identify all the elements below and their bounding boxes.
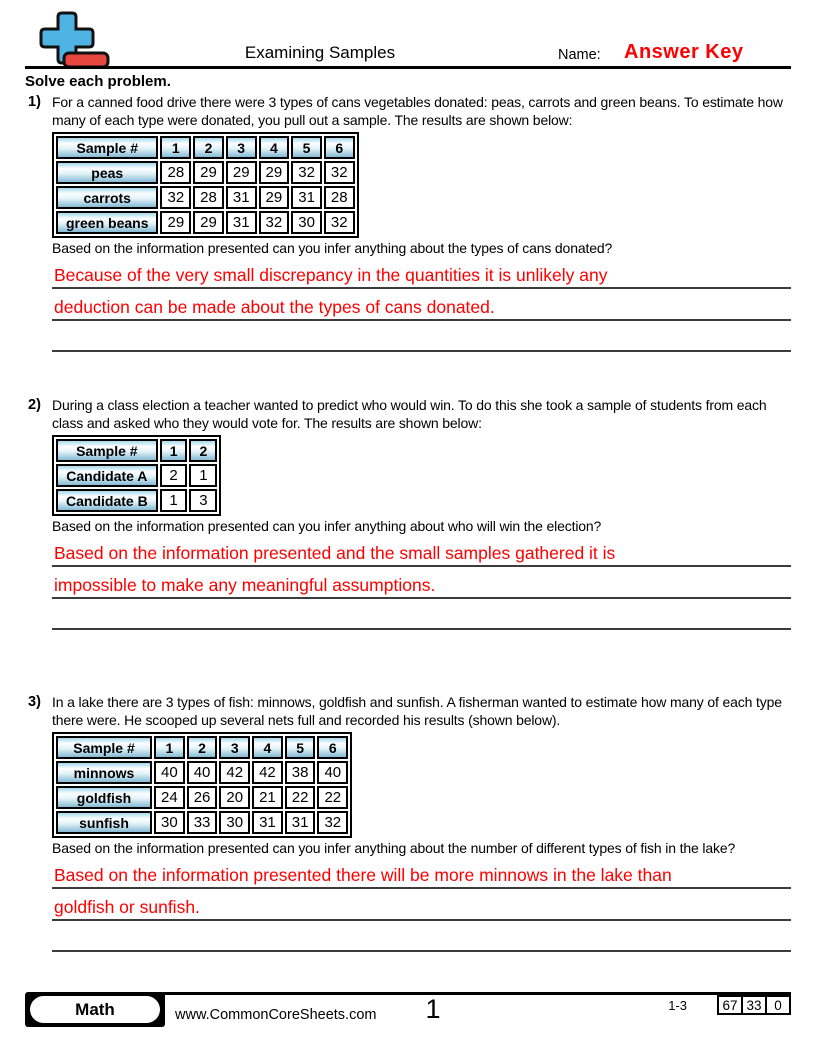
data-cell: 2	[160, 464, 188, 487]
problem-text: During a class election a teacher wanted to predict who would win. To do this she took a sample of students from each class and asked who they would vote for. The results are shown below:	[52, 397, 767, 431]
problem-question: Based on the information presented can you infer anything about the number of different types of fish in the lake?	[52, 840, 736, 856]
data-cell: 31	[252, 811, 283, 834]
table-row	[56, 811, 348, 834]
row-label-cell: Candidate A	[56, 464, 158, 487]
table-header-row	[56, 439, 217, 462]
table-header-cell: 1	[160, 136, 191, 159]
sample-table-2	[52, 435, 221, 516]
answer-text: deduction can be made about the types of cans donated.	[54, 296, 495, 317]
data-cell: 20	[219, 786, 250, 809]
problem-text: For a canned food drive there were 3 types of cans vegetables donated: peas, carrots and green beans. To estimate how many of each type were donated, you pull out a sample. The results are shown below:	[52, 94, 783, 128]
row-label-cell: carrots	[56, 186, 158, 209]
data-cell: 22	[285, 786, 316, 809]
row-label-cell: peas	[56, 161, 158, 184]
data-cell: 32	[317, 811, 348, 834]
table-header-cell: 4	[252, 736, 283, 759]
problem-2	[28, 397, 791, 630]
answer-line-blank	[52, 921, 791, 953]
table-row	[56, 211, 355, 234]
answer-text: goldfish or sunfish.	[54, 896, 200, 917]
table-row	[56, 186, 355, 209]
header-divider	[25, 66, 791, 69]
sample-table-1	[52, 132, 359, 238]
answer-line-blank	[52, 599, 791, 631]
answer-line	[52, 567, 791, 599]
data-cell: 32	[324, 211, 355, 234]
data-cell: 40	[154, 761, 185, 784]
answer-area	[52, 858, 791, 953]
data-cell: 21	[252, 786, 283, 809]
answer-line	[52, 858, 791, 890]
website-url: www.CommonCoreSheets.com	[175, 1007, 377, 1023]
row-label-cell: sunfish	[56, 811, 152, 834]
data-cell: 32	[324, 161, 355, 184]
answer-line	[52, 258, 791, 290]
data-cell: 29	[193, 211, 224, 234]
data-cell: 1	[189, 464, 217, 487]
table-header-cell: 1	[160, 439, 188, 462]
table-header-cell: Sample #	[56, 736, 152, 759]
answer-area	[52, 258, 791, 353]
table-header-cell: 4	[259, 136, 290, 159]
data-cell: 33	[187, 811, 218, 834]
score-box: 33	[741, 995, 767, 1015]
data-cell: 32	[291, 161, 322, 184]
problem-range: 1-3	[668, 998, 687, 1013]
data-cell: 28	[160, 161, 191, 184]
score-box: 0	[765, 995, 791, 1015]
data-cell: 22	[317, 786, 348, 809]
data-cell: 31	[291, 186, 322, 209]
score-boxes	[719, 995, 791, 1015]
data-cell: 26	[187, 786, 218, 809]
subject-label: Math	[30, 996, 160, 1023]
data-cell: 31	[226, 186, 257, 209]
table-header-cell: 2	[187, 736, 218, 759]
data-cell: 42	[252, 761, 283, 784]
table-header-row	[56, 136, 355, 159]
instructions: Solve each problem.	[25, 73, 171, 90]
answer-key-text: Answer Key	[624, 41, 744, 63]
table-header-cell: Sample #	[56, 439, 158, 462]
table-row	[56, 464, 217, 487]
table-row	[56, 761, 348, 784]
answer-line	[52, 889, 791, 921]
table-header-row	[56, 736, 348, 759]
row-label-cell: green beans	[56, 211, 158, 234]
table-row	[56, 786, 348, 809]
data-cell: 29	[259, 186, 290, 209]
answer-line	[52, 536, 791, 568]
data-cell: 29	[193, 161, 224, 184]
page-number: 1	[425, 994, 441, 1024]
row-label-cell: minnows	[56, 761, 152, 784]
table-header-cell: 5	[291, 136, 322, 159]
sample-table-3	[52, 732, 352, 838]
table-header-cell: 3	[226, 136, 257, 159]
data-cell: 40	[317, 761, 348, 784]
table-header-cell: 3	[219, 736, 250, 759]
problem-question: Based on the information presented can you infer anything about the types of cans donated?	[52, 240, 613, 256]
problem-1	[28, 94, 791, 352]
answer-text: Based on the information presented there will be more minnows in the lake than	[54, 865, 672, 885]
data-cell: 30	[219, 811, 250, 834]
table-header-cell: 5	[285, 736, 316, 759]
page-title: Examining Samples	[244, 43, 396, 62]
answer-text: impossible to make any meaningful assumptions.	[54, 574, 436, 595]
problem-number: 2)	[28, 397, 41, 413]
problem-3	[28, 694, 791, 952]
row-label-cell: goldfish	[56, 786, 152, 809]
answer-line	[52, 289, 791, 321]
data-cell: 32	[160, 186, 191, 209]
page-header	[0, 0, 816, 70]
page-footer	[25, 992, 791, 1034]
data-cell: 32	[259, 211, 290, 234]
problem-text: In a lake there are 3 types of fish: minnows, goldfish and sunfish. A fisherman wanted to estimate how many of each type there were. He scooped up several nets full and recorded his results (shown below).	[52, 694, 782, 728]
table-header-cell: 1	[154, 736, 185, 759]
data-cell: 28	[324, 186, 355, 209]
problem-question: Based on the information presented can you infer anything about who will win the election?	[52, 518, 602, 534]
score-box: 67	[717, 995, 743, 1015]
data-cell: 24	[154, 786, 185, 809]
data-cell: 29	[259, 161, 290, 184]
table-header-cell: 6	[324, 136, 355, 159]
data-cell: 28	[193, 186, 224, 209]
data-cell: 40	[187, 761, 218, 784]
data-cell: 38	[285, 761, 316, 784]
data-cell: 29	[226, 161, 257, 184]
name-label: Name:	[558, 47, 601, 63]
data-cell: 31	[285, 811, 316, 834]
table-header-cell: 2	[193, 136, 224, 159]
table-header-cell: Sample #	[56, 136, 158, 159]
math-badge	[25, 992, 165, 1027]
table-row	[56, 161, 355, 184]
table-row	[56, 489, 217, 512]
problem-number: 1)	[28, 94, 41, 110]
answer-line-blank	[52, 321, 791, 353]
data-cell: 31	[226, 211, 257, 234]
answer-area	[52, 536, 791, 631]
data-cell: 42	[219, 761, 250, 784]
table-header-cell: 2	[189, 439, 217, 462]
problem-number: 3)	[28, 694, 41, 710]
data-cell: 29	[160, 211, 191, 234]
answer-text: Based on the information presented and the small samples gathered it is	[54, 543, 616, 563]
data-cell: 1	[160, 489, 188, 512]
data-cell: 30	[154, 811, 185, 834]
data-cell: 30	[291, 211, 322, 234]
data-cell: 3	[189, 489, 217, 512]
answer-text: Because of the very small discrepancy in the quantities it is unlikely any	[54, 265, 608, 285]
table-header-cell: 6	[317, 736, 348, 759]
row-label-cell: Candidate B	[56, 489, 158, 512]
